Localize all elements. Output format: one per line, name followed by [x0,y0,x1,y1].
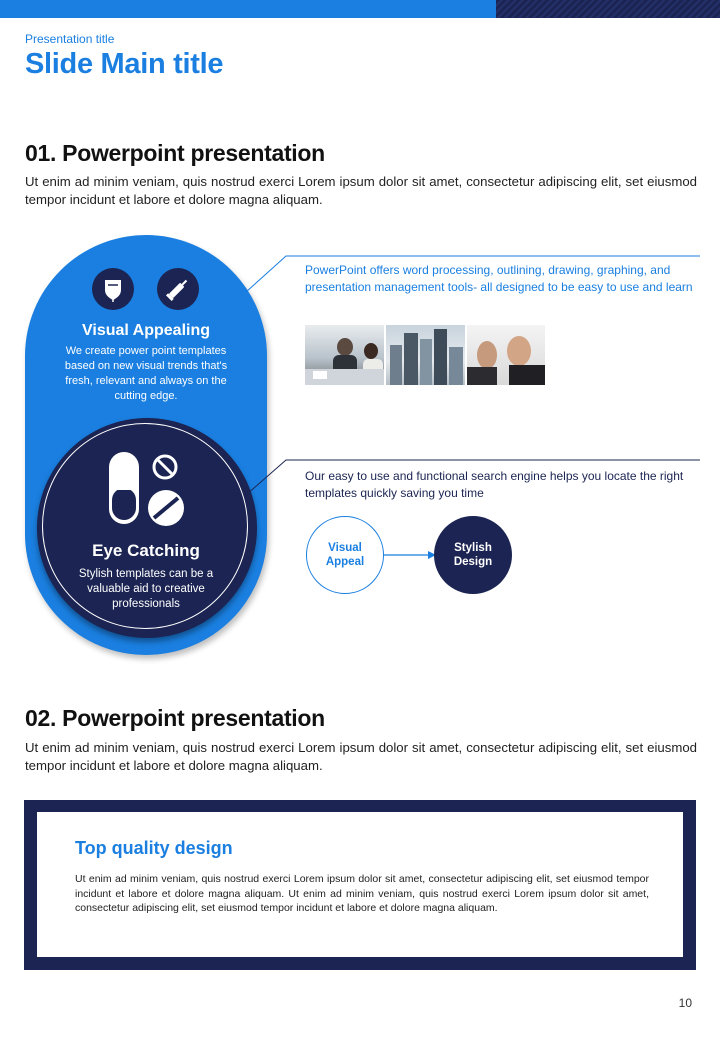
slide-main-title: Slide Main title [25,48,224,80]
page-number: 10 [678,996,692,1010]
header-pattern-bar [496,0,720,18]
business-meeting-photo [305,325,384,385]
quality-box-text: Ut enim ad minim veniam, quis nostrud exerci Lorem ipsum dolor sit amet, consectetur adipiscing elit, set eiusmod tempor incidunt et labore et dolore magna aliquam. Ut enim ad minim veniam, quis nostrud exerci Lorem ipsum dolor sit amet, consectetur adipiscing elit, set eiusmod tempor incidunt et labore et dolore magna aliquam. [75,873,649,914]
section1-heading: 01. Powerpoint presentation [25,140,325,166]
visual-appealing-title: Visual Appealing [81,322,211,339]
eye-catching-text: Stylish templates can be a valuable aid to creative professionals [78,568,214,610]
eye-catching-title: Eye Catching [92,541,200,560]
quality-box-title: Top quality design [75,838,233,858]
presentation-title: Presentation title [25,32,115,46]
visual-appeal-node [306,516,384,594]
city-skyscrapers-photo [386,325,465,385]
powerpoint-description: PowerPoint offers word processing, outlining, drawing, graphing, and presentation management tools- all designed to be easy to use and learn [305,263,693,294]
arrow-right-icon [384,549,436,561]
section1-body: Ut enim ad minim veniam, quis nostrud exerci Lorem ipsum dolor sit amet, consectetur adipiscing elit, set eiusmod tempor incidunt et labore et dolore magna aliquam. [25,174,697,207]
shield-icon [92,268,134,310]
tablet-icon [146,488,186,528]
applause-photo [467,325,545,385]
visual-appealing-text: We create power point templates based on new visual trends that's fresh, relevant and always on the cutting edge. [64,345,228,402]
pill-tablet-icon [150,452,180,482]
header-accent-bar [0,0,496,18]
syringe-icon [157,268,199,310]
section2-body: Ut enim ad minim veniam, quis nostrud exerci Lorem ipsum dolor sit amet, consectetur adipiscing elit, set eiusmod tempor incidunt et labore et dolore magna aliquam. [25,740,697,773]
stylish-design-label: Stylish Design [453,542,493,568]
search-engine-description: Our easy to use and functional search engine helps you locate the right templates quickly saving you time [305,469,684,500]
visual-appeal-label: Visual Appeal [325,542,365,568]
stylish-design-node [434,516,512,594]
section2-heading: 02. Powerpoint presentation [25,705,325,731]
